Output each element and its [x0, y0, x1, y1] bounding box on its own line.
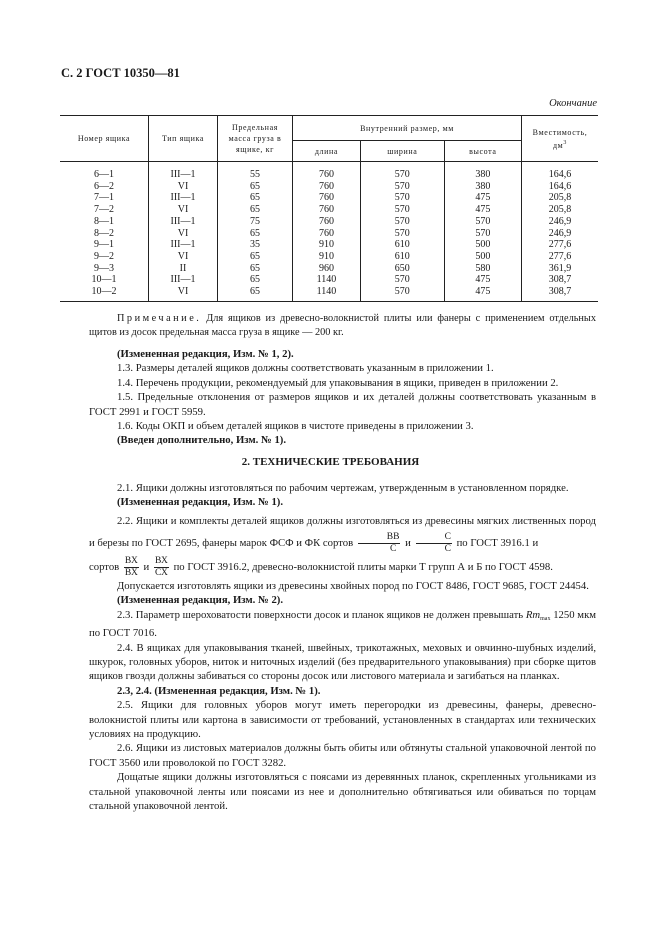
table-cell: 570 — [360, 216, 444, 228]
table-row — [60, 162, 598, 181]
table-cell: 570 — [444, 216, 521, 228]
paragraph-2-5: 2.5. Ящики для головных уборов могут иметь перегородки из древесины, фанеры, древесно-волокнистой плиты или картона в зависимости от требований, установленных в стандартах или технических условиях на продукцию. — [89, 699, 596, 740]
col-header-mass: Предельная масса груза в ящике, кг — [218, 116, 293, 162]
fraction-bx-bx: ВХ ВХ — [124, 555, 138, 578]
table-cell: VI — [149, 228, 218, 240]
note-text: Для ящиков из древесно-волокнистой плиты или фанеры с применением отдельных щитов из досок предельная масса груза в ящике — 200 кг. — [89, 313, 597, 338]
col-header-height: высота — [444, 141, 521, 162]
paragraph-1-4: 1.4. Перечень продукции, рекомендуемый для упаковывания в ящики, приведен в приложении 2. — [117, 376, 559, 389]
col-header-width: ширина — [360, 141, 444, 162]
table-cell: III—1 — [149, 216, 218, 228]
fraction-bb-c: ВВ С — [358, 532, 401, 555]
table-cell: 960 — [293, 263, 361, 275]
table-row — [60, 286, 598, 301]
table-cell: 55 — [218, 162, 293, 181]
table-cell: 380 — [444, 162, 521, 181]
box-dimensions-table — [60, 115, 598, 302]
table-cell: 8—1 — [94, 215, 114, 227]
table-row — [60, 274, 598, 286]
table-cell: 500 — [444, 239, 521, 251]
table-cell: 308,7 — [522, 274, 599, 286]
table-cell: 246,9 — [522, 228, 599, 240]
table-cell: 475 — [444, 204, 521, 216]
table-cell: 760 — [293, 228, 361, 240]
table-cell: 910 — [293, 251, 361, 263]
fraction-bx-cx: ВХ СХ — [154, 555, 168, 578]
table-cell: 570 — [360, 181, 444, 193]
table-cell: 308,7 — [522, 286, 599, 301]
table-cell: 7—1 — [94, 192, 114, 204]
table-continuation-label: Окончание — [549, 98, 597, 109]
table-cell: II — [149, 263, 218, 275]
table-cell: 1140 — [293, 286, 361, 301]
fraction-c-c: С С — [416, 532, 452, 555]
table-cell: III—1 — [149, 239, 218, 251]
col-header-number: Номер ящика — [60, 116, 149, 162]
table-cell: 361,9 — [522, 263, 599, 275]
section-title: 2. ТЕХНИЧЕСКИЕ ТРЕБОВАНИЯ — [241, 456, 420, 468]
paragraph-2-6: 2.6. Ящики из листовых материалов должны быть обиты или обтянуты стальной упаковочной лентой по ГОСТ 3560 или проволокой по ГОСТ 3282. — [89, 742, 596, 769]
table-cell: 65 — [218, 192, 293, 204]
table-cell: 570 — [360, 162, 444, 181]
table-cell: 650 — [360, 263, 444, 275]
table-cell: VI — [149, 181, 218, 193]
paragraph-1-3: 1.3. Размеры деталей ящиков должны соответствовать указанным в приложении 1. — [117, 362, 494, 375]
col-header-inner-size: Внутренний размер, мм — [293, 116, 522, 141]
section-2-body — [89, 481, 596, 813]
table-cell: 500 — [444, 251, 521, 263]
table-cell: 10—1 — [91, 274, 117, 286]
table-cell: 277,6 — [522, 251, 599, 263]
table-cell: 760 — [293, 181, 361, 193]
table-cell: 65 — [218, 274, 293, 286]
edit-note: (Измененная редакция, Изм. № 1). — [117, 496, 284, 509]
table-cell: VI — [149, 204, 218, 216]
table-row — [60, 192, 598, 204]
table-cell: III—1 — [149, 162, 218, 181]
paragraph-1-5: 1.5. Предельные отклонения от размеров ящиков и их деталей должны соответствовать указанным в ГОСТ 2991 и ГОСТ 5959. — [89, 391, 596, 418]
paragraph-2-4: 2.4. В ящиках для упаковывания тканей, швейных, трикотажных, меховых и овчинно-шубных изделий, шкурок, головных уборов, ниток и ниточных изделий (без предварительного упаковывания) при сборке щитов ящиков гвозди должны забиваться со стороны досок или листового материала и загибаться на планках. — [89, 641, 596, 683]
table-note — [89, 312, 596, 339]
paragraph-2-3: 2.3. Параметр шероховатости поверхности досок и планок ящиков не должен превышать $Rm_{max}$ 1250 мкм по ГОСТ 7016. — [89, 608, 597, 640]
table-cell: 164,6 — [522, 181, 599, 193]
table-row — [60, 239, 598, 251]
page-header: С. 2 ГОСТ 10350—81 — [61, 66, 180, 80]
col-header-type: Тип ящика — [149, 116, 218, 162]
table-cell: 760 — [293, 216, 361, 228]
table-cell: 10—2 — [60, 286, 149, 301]
paragraph-2-2-sorts: сортов ВХ ВХ и ВХ СХ по ГОСТ 3916.2, древесно-волокнистой плиты марки Т групп А и Б по ГОСТ 4598. — [89, 555, 553, 578]
table-row — [60, 204, 598, 216]
table-cell: 65 — [218, 181, 293, 193]
table-cell: 277,6 — [522, 239, 599, 251]
table-cell: 246,9 — [522, 216, 599, 228]
table-cell: 65 — [218, 286, 293, 301]
paragraph-2-1: 2.1. Ящики должны изготовляться по рабочим чертежам, утвержденным в установленном порядке. — [117, 482, 569, 494]
table-cell: 9—1 — [94, 239, 114, 251]
edit-note: (Измененная редакция, Изм. № 2). — [117, 594, 284, 607]
table-cell: 8—2 — [94, 227, 114, 239]
table-cell: 570 — [360, 274, 444, 286]
table-cell: 760 — [293, 204, 361, 216]
edit-note: 2.3, 2.4. (Измененная редакция, Изм. № 1). — [117, 684, 321, 697]
table-cell: 164,6 — [522, 162, 599, 181]
table-cell: 570 — [360, 192, 444, 204]
table-cell: 580 — [444, 263, 521, 275]
table-row — [60, 228, 598, 240]
table-row — [60, 263, 598, 275]
table-cell: 65 — [218, 228, 293, 240]
col-header-length: длина — [293, 141, 361, 162]
table-cell: 9—2 — [94, 250, 114, 262]
table-cell: 65 — [218, 204, 293, 216]
table-cell: 6—2 — [94, 180, 114, 192]
table-cell: 570 — [360, 204, 444, 216]
added-note: (Введен дополнительно, Изм. № 1). — [117, 434, 287, 447]
table-cell: 6—1 — [94, 169, 114, 180]
table-cell: 7—2 — [94, 204, 114, 216]
edit-note: (Измененная редакция, Изм. № 1, 2). — [117, 348, 294, 360]
table-cell: 1140 — [293, 274, 361, 286]
table-cell: 475 — [444, 286, 521, 301]
table-cell: 65 — [218, 263, 293, 275]
table-cell: 205,8 — [522, 204, 599, 216]
table-cell: 570 — [360, 228, 444, 240]
table-cell: VI — [149, 286, 218, 301]
table-cell: III—1 — [149, 274, 218, 286]
table-cell: 910 — [293, 239, 361, 251]
table-cell: 475 — [444, 192, 521, 204]
table-cell: 9—3 — [94, 262, 114, 274]
table-cell: 75 — [218, 216, 293, 228]
table-cell: III—1 — [149, 192, 218, 204]
table-cell: 610 — [360, 239, 444, 251]
table-cell: 35 — [218, 239, 293, 251]
table-cell: 570 — [444, 228, 521, 240]
note-label: Примечание. — [117, 313, 202, 324]
table-row — [60, 216, 598, 228]
table-cell: 760 — [293, 162, 361, 181]
table-cell: 205,8 — [522, 192, 599, 204]
table-row — [60, 251, 598, 263]
paragraph-2-6-planks: Дощатые ящики должны изготовляться с поясами из деревянных планок, скрепленных угольниками из стальной упаковочной ленты или поясами из нее и дополнительно обтягиваться или обиваться по торцам стальной упаковочной лентой. — [89, 771, 596, 812]
paragraph-1-6: 1.6. Коды ОКП и объем деталей ящиков в чистоте приведены в приложении 3. — [117, 420, 474, 433]
table-cell: 760 — [293, 192, 361, 204]
section-1-continuation — [89, 347, 596, 448]
paragraph-2-2: 2.2. Ящики и комплекты деталей ящиков должны изготовляться из древесины мягких лиственных пород и березы по ГОСТ 2695, фанеры марок ФСФ и ФК сортов ВВ С и С С по ГОСТ 3916.1 и — [89, 514, 596, 554]
table-cell: 475 — [444, 274, 521, 286]
col-header-volume: Вместимость, $дм^3$ — [522, 116, 599, 162]
table-cell: 380 — [444, 181, 521, 193]
table-row — [60, 181, 598, 193]
table-cell: 610 — [360, 251, 444, 263]
paragraph-2-2-softwood: Допускается изготовлять ящики из древесины хвойных пород по ГОСТ 8486, ГОСТ 9685, ГОСТ 24454. — [117, 579, 589, 592]
table-cell: 570 — [360, 286, 444, 301]
table-cell: 65 — [218, 251, 293, 263]
table-cell: VI — [149, 251, 218, 263]
